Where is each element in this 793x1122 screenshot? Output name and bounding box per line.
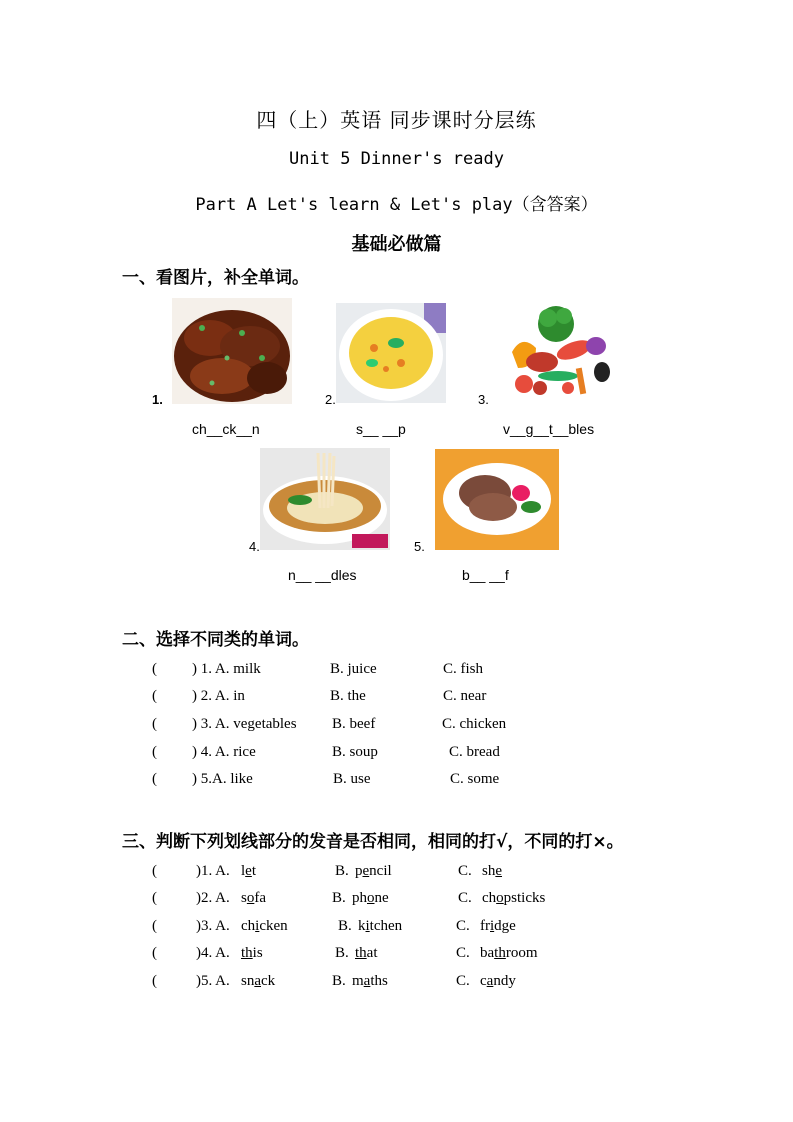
option-a-word: [241, 890, 266, 907]
option-c-word: [482, 890, 545, 907]
word-part: room: [505, 945, 538, 961]
underlined-letters: a: [254, 973, 262, 989]
pronunciation-row: [150, 890, 710, 910]
option-c-word: [480, 945, 538, 962]
pronunciation-row: [150, 973, 710, 993]
word-part: ba: [480, 945, 495, 961]
underlined-letters: o: [496, 890, 504, 906]
underlined-letters: a: [363, 973, 371, 989]
answer-paren: (: [152, 744, 157, 760]
option-a-label: )3. A.: [196, 918, 230, 934]
option-c: C. chicken: [442, 716, 507, 732]
section2-heading: 二、选择不同类的单词。: [122, 630, 309, 650]
choice-row: [150, 771, 710, 791]
option-c-label: C.: [456, 973, 470, 989]
word-part: ths: [370, 973, 388, 989]
blank-word: n__ __dles: [288, 567, 357, 583]
option-c-label: C.: [458, 890, 472, 906]
option-a-label: )5. A.: [196, 973, 230, 989]
underlined-letters: th: [494, 945, 506, 961]
pronunciation-row: [150, 863, 710, 883]
word-part: ch: [482, 890, 497, 906]
word-part: ne: [374, 890, 389, 906]
answer-paren: (: [152, 973, 157, 989]
option-a: ) 5.A. like: [192, 771, 253, 787]
option-b-label: B.: [335, 863, 349, 879]
underlined-letters: i: [365, 918, 370, 934]
option-a: ) 4. A. rice: [192, 744, 256, 760]
option-b-label: B.: [332, 973, 346, 989]
sliced-beef-photo: [435, 449, 559, 550]
word-part: ck: [261, 973, 276, 989]
option-a-word: [241, 973, 275, 990]
page-title: 四（上）英语 同步课时分层练: [256, 108, 537, 132]
underlined-letters: i: [490, 918, 495, 934]
option-a: ) 2. A. in: [192, 688, 245, 704]
word-part: c: [480, 973, 487, 989]
option-a: ) 3. A. vegetables: [192, 716, 297, 732]
word-part: l: [241, 863, 246, 879]
word-part: cken: [259, 918, 288, 934]
underlined-letters: o: [367, 890, 375, 906]
option-c-word: [480, 973, 516, 990]
section3-heading: 三、判断下列划线部分的发音是否相同，相同的打√，不同的打×。: [122, 832, 624, 852]
option-a-word: [241, 918, 288, 935]
choice-row: [150, 688, 710, 708]
pronunciation-row: [150, 918, 710, 938]
underlined-letters: o: [246, 890, 255, 906]
item-number: 4.: [249, 539, 260, 554]
option-a-word: [241, 863, 256, 880]
word-part: sn: [241, 973, 255, 989]
answer-paren: (: [152, 661, 157, 677]
word-part: m: [352, 973, 364, 989]
pronunciation-row: [150, 945, 710, 965]
option-b: B. soup: [332, 744, 378, 760]
underlined-letters: e: [495, 863, 503, 879]
choice-row: [150, 744, 710, 764]
item-number: 1.: [152, 392, 163, 407]
option-c-word: [480, 918, 516, 935]
option-b-word: [352, 890, 389, 907]
option-a: ) 1. A. milk: [192, 661, 261, 677]
option-c-label: C.: [456, 945, 470, 961]
word-part: is: [252, 945, 263, 961]
choice-row: [150, 716, 710, 736]
option-b-word: [355, 945, 378, 962]
noodles-bowl-photo: [260, 448, 390, 550]
option-c: C. some: [450, 771, 500, 787]
option-b: B. beef: [332, 716, 376, 732]
option-c: C. near: [443, 688, 487, 704]
word-part: at: [366, 945, 378, 961]
word-part: sh: [482, 863, 496, 879]
word-part: t: [251, 863, 257, 879]
option-c-label: C.: [458, 863, 472, 879]
roast-chicken-photo: [172, 298, 292, 404]
word-part: tchen: [369, 918, 403, 934]
option-c-word: [482, 863, 502, 880]
option-a-word: [241, 945, 263, 962]
vegetables-photo: [502, 302, 614, 404]
blank-word: ch__ck__n: [192, 421, 260, 437]
option-b-word: [352, 973, 388, 990]
section1-heading: 一、看图片，补全单词。: [122, 268, 309, 288]
item-number: 3.: [478, 392, 489, 407]
underlined-letters: e: [362, 863, 370, 879]
answer-paren: (: [152, 716, 157, 732]
unit-title: Unit 5 Dinner's ready: [289, 149, 504, 169]
underlined-letters: i: [255, 918, 260, 934]
word-part: ndy: [493, 973, 516, 989]
blank-word: b__ __f: [462, 567, 509, 583]
answer-paren: (: [152, 688, 157, 704]
word-part: ph: [352, 890, 367, 906]
word-part: p: [355, 863, 363, 879]
part-title: Part A Let's learn & Let's play（含答案）: [195, 195, 598, 215]
word-part: dge: [494, 918, 516, 934]
section-subtitle: 基础必做篇: [351, 234, 442, 255]
option-c: C. fish: [443, 661, 484, 677]
option-c: C. bread: [449, 744, 500, 760]
blank-word: v__g__t__bles: [503, 421, 595, 437]
word-part: s: [241, 890, 247, 906]
option-b: B. the: [330, 688, 366, 704]
option-b-word: [358, 918, 402, 935]
item-number: 5.: [414, 539, 425, 554]
option-a-label: )2. A.: [196, 890, 230, 906]
word-part: psticks: [503, 890, 546, 906]
option-c-label: C.: [456, 918, 470, 934]
option-b-word: [355, 863, 392, 880]
option-a-label: )1. A.: [196, 863, 230, 879]
soup-bowl-photo: [336, 303, 446, 403]
underlined-letters: th: [241, 945, 253, 961]
word-part: ch: [241, 918, 256, 934]
option-b: B. use: [333, 771, 371, 787]
answer-paren: (: [152, 863, 157, 879]
word-part: k: [358, 918, 366, 934]
underlined-letters: th: [355, 945, 367, 961]
answer-paren: (: [152, 918, 157, 934]
option-b: B. juice: [330, 661, 377, 677]
option-b-label: B.: [335, 945, 349, 961]
item-number: 2.: [325, 392, 336, 407]
answer-paren: (: [152, 890, 157, 906]
option-a-label: )4. A.: [196, 945, 230, 961]
option-b-label: B.: [338, 918, 352, 934]
answer-paren: (: [152, 945, 157, 961]
word-part: fr: [480, 918, 490, 934]
underlined-letters: a: [486, 973, 494, 989]
answer-paren: (: [152, 771, 157, 787]
blank-word: s__ __p: [356, 421, 406, 437]
choice-row: [150, 661, 710, 681]
word-part: ncil: [369, 863, 392, 879]
underlined-letters: e: [245, 863, 252, 879]
option-b-label: B.: [332, 890, 346, 906]
word-part: fa: [254, 890, 266, 906]
